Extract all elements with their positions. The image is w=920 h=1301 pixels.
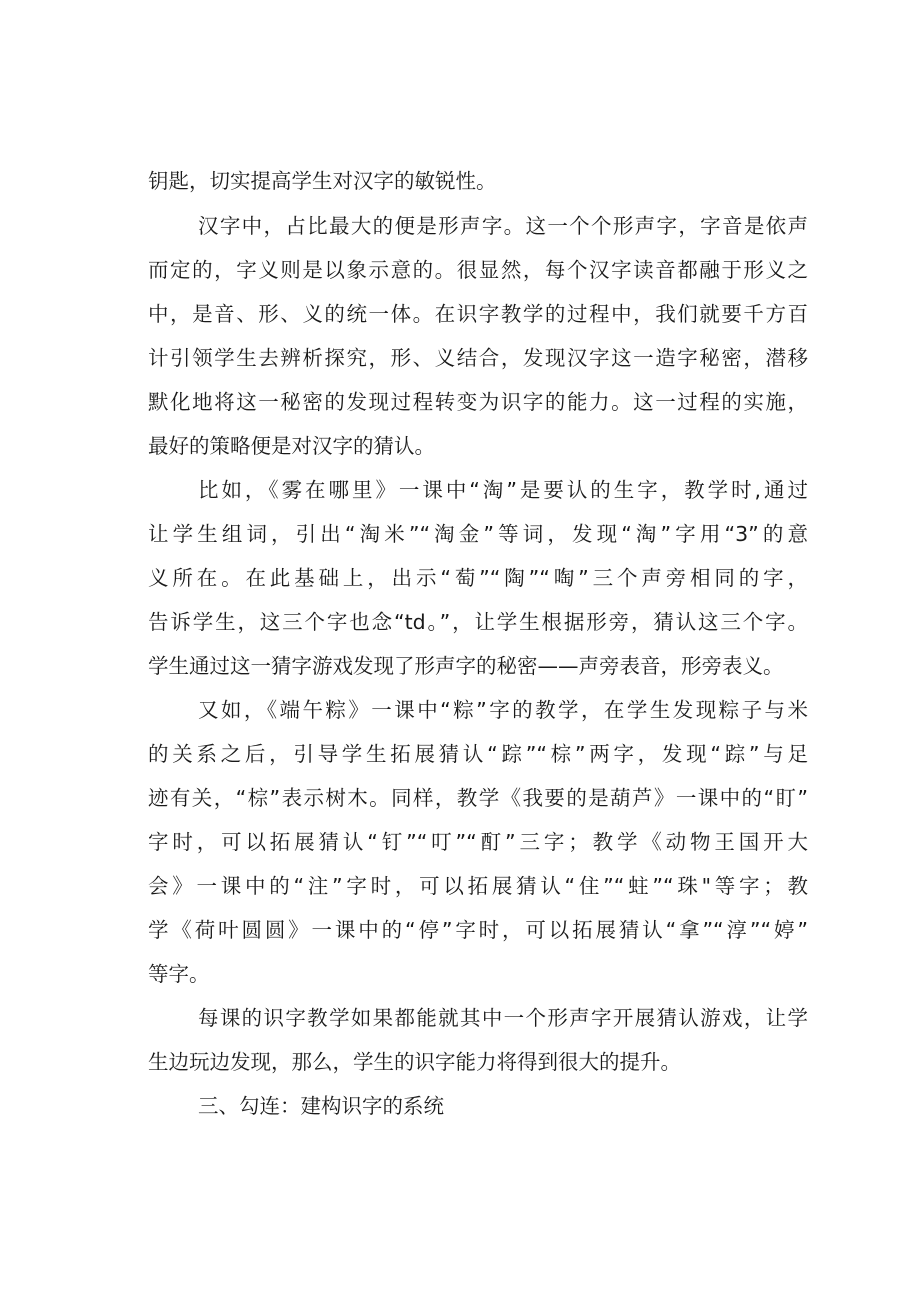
paragraph-line: 计引领学生去辨析探究，形、义结合，发现汉字这一造字秘密，潜移 (148, 346, 808, 370)
paragraph-line: 学《荷叶圆圆》一课中的“停”字时，可以拓展猜认“拿”“淳”“婷” (148, 918, 808, 942)
paragraph-line: 字时，可以拓展猜认“钉”“叮”“酊”三字；教学《动物王国开大 (148, 830, 808, 854)
paragraph-line: 又如，《端午粽》一课中“粽”字的教学，在学生发现粽子与米 (198, 698, 808, 722)
paragraph-line: 学生通过这一猜字游戏发现了形声字的秘密——声旁表音，形旁表义。 (148, 654, 784, 678)
paragraph-line: 的关系之后，引导学生拓展猜认“踪”“棕”两字，发现“踪”与足 (148, 742, 808, 766)
paragraph-line: 等字。 (148, 962, 210, 986)
paragraph-line: 汉字中，占比最大的便是形声字。这一个个形声字，字音是依声 (198, 214, 808, 238)
paragraph-line: 每课的识字教学如果都能就其中一个形声字开展猜认游戏，让学 (198, 1006, 808, 1030)
paragraph-line: 义所在。在此基础上，出示“萄”“陶”“啕”三个声旁相同的字， (148, 566, 808, 590)
section-heading: 三、勾连：建构识字的系统 (198, 1094, 444, 1118)
paragraph-line: 默化地将这一秘密的发现过程转变为识字的能力。这一过程的实施， (148, 390, 808, 414)
paragraph-line: 生边玩边发现，那么，学生的识字能力将得到很大的提升。 (148, 1050, 681, 1074)
paragraph-line: 中，是音、形、义的统一体。在识字教学的过程中，我们就要千方百 (148, 302, 808, 326)
paragraph-line: 钥匙，切实提高学生对汉字的敏锐性。 (148, 169, 497, 193)
paragraph-line: 迹有关，“棕”表示树木。同样，教学《我要的是葫芦》一课中的“盯” (148, 786, 808, 810)
paragraph-line: 告诉学生，这三个字也念“td。”，让学生根据形旁，猜认这三个字。 (148, 610, 808, 634)
paragraph-line: 比如，《雾在哪里》一课中“淘”是要认的生字，教学时,通过 (198, 478, 808, 502)
paragraph-line: 最好的策略便是对汉字的猜认。 (148, 434, 435, 458)
paragraph-line: 让学生组词，引出“淘米”“淘金”等词，发现“淘”字用“3”的意 (148, 522, 808, 546)
paragraph-line: 会》一课中的“注”字时，可以拓展猜认“住”“蛀”“珠"等字；教 (148, 874, 808, 898)
paragraph-line: 而定的，字义则是以象示意的。很显然，每个汉字读音都融于形义之 (148, 258, 808, 282)
